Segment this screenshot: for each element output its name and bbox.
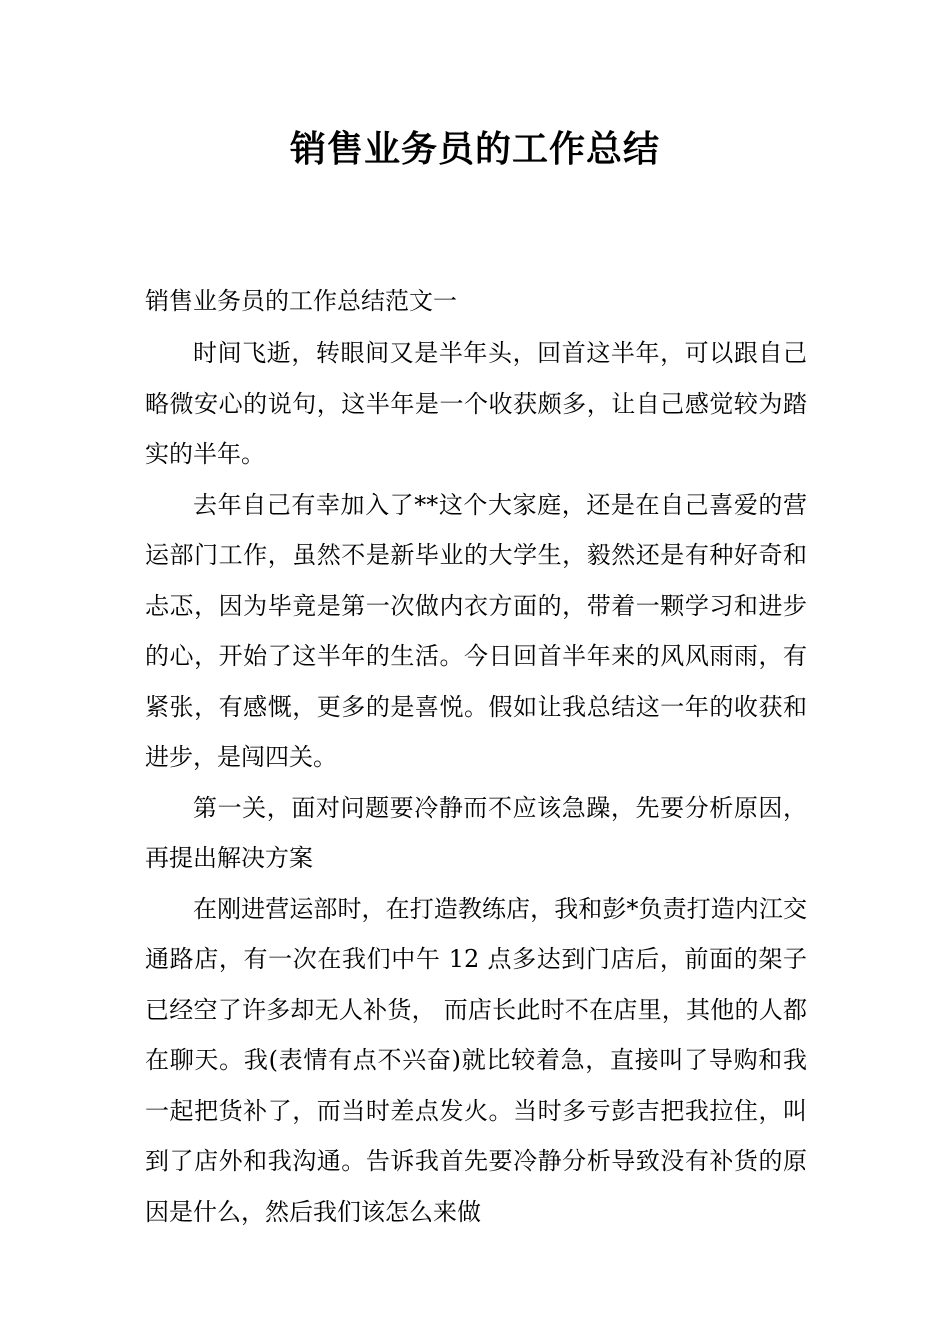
paragraph-2: 去年自己有幸加入了**这个大家庭，还是在自己喜爱的营运部门工作，虽然不是新毕业的大学生，毅然还是有种好奇和忐忑，因为毕竟是第一次做内衣方面的，带着一颗学习和进步的心，开始了这半年的生活。今日回首半年来的风风雨雨，有紧张，有感慨，更多的是喜悦。假如让我总结这一年的收获和进步，是闯四关。 bbox=[145, 490, 807, 771]
document-body bbox=[145, 328, 807, 1237]
paragraph-4: 在刚进营运部时，在打造教练店，我和彭*负责打造内江交通路店，有一次在我们中午 12 点多达到门店后，前面的架子已经空了许多却无人补货， 而店长此时不在店里，其他的人都在聊天。我(表情有点不兴奋)就比较着急，直接叫了导购和我一起把货补了，而当时差点发火。当时多亏彭吉把我拉住，叫到了店外和我沟通。告诉我首先要冷静分析导致没有补货的原因是什么，然后我们该怎么来做 bbox=[145, 894, 807, 1226]
paragraph-1: 时间飞逝，转眼间又是半年头，回首这半年，可以跟自己略微安心的说句，这半年是一个收获颇多，让自己感觉较为踏实的半年。 bbox=[145, 339, 807, 468]
document-subtitle: 销售业务员的工作总结范文一 bbox=[145, 287, 457, 315]
document-title: 销售业务员的工作总结 bbox=[289, 129, 660, 170]
paragraph-3: 第一关，面对问题要冷静而不应该急躁，先要分析原因，再提出解决方案 bbox=[145, 793, 807, 872]
